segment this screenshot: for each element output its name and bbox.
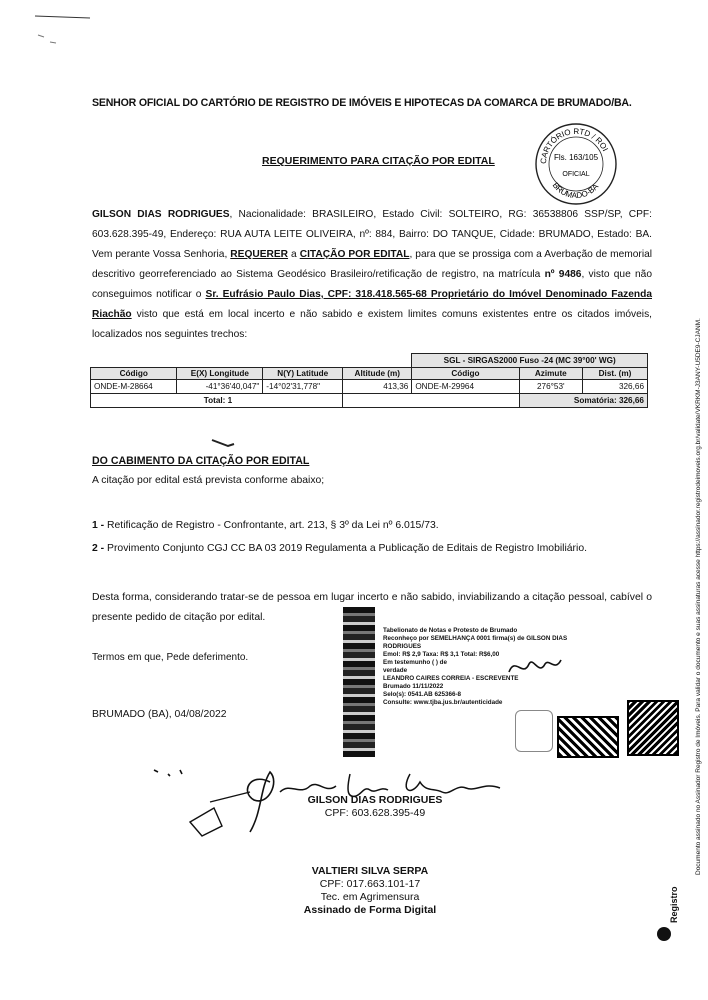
table-cell: 413,36 (343, 379, 412, 393)
col-header: N(Y) Latitude (263, 367, 343, 379)
qr-code-icon (557, 716, 619, 758)
stamp-line: Selo(s): 0541.AB 625366-8 (383, 691, 462, 698)
registry-seal (532, 120, 620, 208)
para1-text-4: , visto que não conseguimos notificar o (92, 269, 653, 300)
citacao-text: CITAÇÃO POR EDITAL (299, 249, 410, 260)
item-text: Provimento Conjunto CGJ CC BA 03 2019 Regulamenta a Publicação de Editais de Registro Imobiliário. (104, 543, 587, 554)
logo-mark-icon (657, 927, 671, 941)
owner-name: Sr. Eufrásio Paulo Dias, CPF: 318.418.565-68 Proprietário do Imóvel Denominado Fazenda Riachão (92, 289, 652, 320)
closing-text: Termos em que, Pede deferimento. (92, 652, 249, 663)
section-intro: A citação por edital está prevista conforme abaixo; (92, 475, 325, 486)
table-cell: 276°53' (519, 379, 582, 393)
stamp-line: Em testemunho ( ) de (383, 659, 448, 666)
list-item (92, 543, 587, 554)
col-header: Código (412, 367, 519, 379)
table-cell: ONDE-M-29964 (412, 379, 519, 393)
seal-center-text: OFICIAL (562, 171, 590, 178)
surveyor-block (270, 865, 470, 917)
scan-marks (30, 10, 100, 50)
col-header: Azimute (519, 367, 582, 379)
coat-of-arms-icon (515, 710, 553, 752)
svg-text:BRUMADO-BA (551, 181, 601, 200)
request-title: REQUERIMENTO PARA CITAÇÃO POR EDITAL (262, 155, 495, 167)
para1-text-5: visto que está em local incerto e não sabido e existem limites comuns existentes entre os citados imóveis, localizados nos seguintes trechos: (92, 309, 652, 340)
stamp-line: Brumado 11/11/2022 (383, 683, 444, 690)
place-date: BRUMADO (BA), 04/08/2022 (92, 709, 227, 720)
signatory-cpf: CPF: 603.628.395-49 (324, 807, 426, 819)
sum-label: Somatória: 326,66 (519, 393, 647, 407)
col-header: E(X) Longitude (177, 367, 263, 379)
signatory-block (285, 794, 465, 820)
col-header: Dist. (m) (583, 367, 648, 379)
item-number: 2 - (92, 543, 105, 554)
seal-top-text: CARTÓRIO RTD / ROI (538, 126, 610, 165)
logo-text: Registro (669, 886, 679, 923)
requerer-text: REQUERER (230, 249, 289, 260)
table-cell: 326,66 (583, 379, 648, 393)
letter-header: SENHOR OFICIAL DO CARTÓRIO DE REGISTRO DE IMÓVEIS E HIPOTECAS DA COMARCA DE BRUMADO/BA. (92, 97, 632, 109)
coordinates-table (90, 353, 648, 408)
stamp-line: Reconheço por SEMELHANÇA 0001 firma(s) de GILSON DIAS (383, 635, 568, 642)
table-header-row (91, 367, 648, 379)
qr-code-icon (627, 700, 679, 756)
surveyor-role: Tec. em Agrimensura (320, 891, 420, 903)
conclusion-paragraph: Desta forma, considerando tratar-se de pessoa em lugar incerto e não sabido, inviabilizando a citação pessoal, cabível o presente pedido de citação por edital. (92, 592, 652, 623)
registro-logo (657, 875, 681, 945)
table-cell: -14°02'31,778" (263, 379, 343, 393)
stamp-line: Consulte: www.tjba.jus.br/autenticidade (383, 699, 503, 706)
col-header: Código (91, 367, 177, 379)
applicant-name: GILSON DIAS RODRIGUES (92, 209, 230, 220)
section-title: DO CABIMENTO DA CITAÇÃO POR EDITAL (92, 455, 310, 467)
stamp-seal-strip (343, 607, 375, 757)
notary-signature (505, 652, 565, 682)
stamp-line: LEANDRO CAIRES CORREIA - ESCREVENTE (383, 675, 519, 682)
table-total-row (91, 393, 648, 407)
seal-middle-text: Fls. 163/105 (553, 153, 599, 162)
para1-text-1: , Nacionalidade: BRASILEIRO, Estado Civil: SOLTEIRO, RG: 36538806 SSP/SP, CPF: 603.628.395-49, Endereço: RUA AUTA LEITE OLIVEIRA, nº: 884, Bairro: DO TANQUE, Cidade: BRUMADO, Estado: BA. Vem perante Vossa Senhoria, (92, 209, 652, 260)
stamp-line: RODRIGUES (383, 643, 422, 650)
seal-bottom-text: BRUMADO-BA (550, 180, 601, 201)
surveyor-name: VALTIERI SILVA SERPA (311, 865, 429, 877)
sgl-header: SGL - SIRGAS2000 Fuso -24 (MC 39°00' WG) (412, 354, 648, 368)
stamp-line: Emol: R$ 2,9 Taxa: R$ 3,1 Total: R$6,00 (383, 651, 500, 658)
coordinates-table-wrap (90, 353, 648, 408)
para1-text-3: , para que se prossiga com a Averbação de memorial descritivo georreferenciado ao Sistema Geodésico Brasileiro/retificação de registro, na matrícula (92, 249, 653, 280)
stamp-line: Tabelionato de Notas e Protesto de Brumado (383, 627, 518, 634)
signatory-name: GILSON DIAS RODRIGUES (307, 794, 443, 806)
total-label: Total: 1 (91, 393, 343, 407)
validation-text: Documento assinado no Assinador Registro de Imóveis. Para validar o documento e suas assinaturas acesse https://assinador.registrodeimoveis.org.br/validate/VKRKM-J3ANY-U5DE9-CJANM. (695, 318, 702, 875)
matricula-number: nº 9486 (544, 269, 582, 280)
list-item (92, 520, 439, 531)
table-cell: ONDE-M-28664 (91, 379, 177, 393)
pen-mark (210, 436, 240, 450)
item-text: Retificação de Registro - Confrontante, art. 213, § 3º da Lei nº 6.015/73. (104, 520, 439, 531)
request-paragraph (92, 205, 652, 345)
col-header: Altitude (m) (343, 367, 412, 379)
table-row (91, 379, 648, 393)
item-number: 1 - (92, 520, 105, 531)
surveyor-cpf: CPF: 017.663.101-17 (319, 878, 421, 890)
digital-signature-note: Assinado de Forma Digital (303, 904, 437, 916)
para1-text-2: a (288, 249, 300, 260)
stamp-line: verdade (383, 667, 408, 674)
table-cell: -41°36'40,047" (177, 379, 263, 393)
side-validation-note (683, 90, 702, 890)
